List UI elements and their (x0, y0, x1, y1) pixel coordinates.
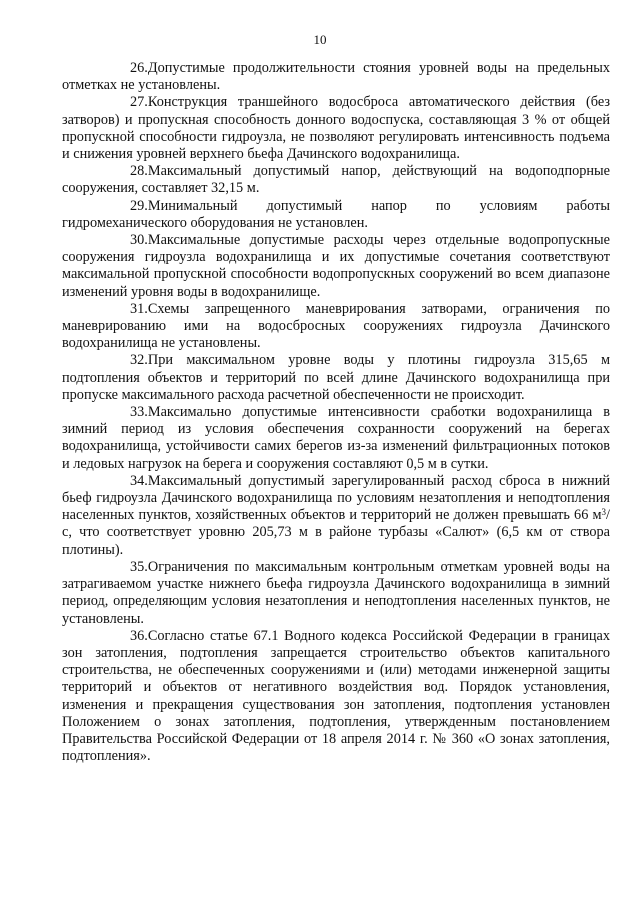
paragraph-34 (62, 473, 610, 559)
paragraph-number: 26. (130, 60, 148, 76)
paragraph-text: Максимальные допустимые расходы через отдельные водопропускные сооружения гидроузла водохранилища и их допустимые сочетания соответствуют максимальной пропускной способности водопропускных сооружений во всем диапазоне изменений уровня воды в водохранилище. (62, 232, 610, 300)
paragraph-text: Согласно статье 67.1 Водного кодекса Российской Федерации в границах зон затопления, подтопления запрещается строительство объектов капитального строительства, не обеспеченных сооружениями и (или) методами инженерной защиты территорий и объектов от негативного воздействия вод. Порядок установления, изменения и прекращения существования зон затопления, подтопления установлен Положением о зонах затопления, подтопления, утвержденным постановлением Правительства Российской Федерации от 18 апреля 2014 г. № 360 «О зонах затопления, подтопления». (62, 627, 610, 765)
paragraph-number: 32. (130, 352, 148, 369)
paragraph-text: Ограничения по максимальным контрольным отметкам уровней воды на затрагиваемом участке нижнего бьефа гидроузла Дачинского водохранилища в зимний период, определяющим условия незатопления и неподтопления населенных пунктов, не установлены. (62, 558, 610, 627)
paragraph-number: 33. (130, 404, 148, 421)
paragraph-29 (62, 198, 610, 232)
paragraph-text: Допустимые продолжительности стояния уровней воды на предельных отметках не установлены. (62, 60, 610, 94)
paragraph-26 (62, 60, 610, 94)
paragraph-33 (62, 404, 610, 473)
paragraph-number: 35. (130, 558, 148, 575)
paragraph-text: Минимальный допустимый напор по условиям работы гидромеханического оборудования не установлен. (62, 197, 610, 231)
paragraph-31 (62, 301, 610, 353)
paragraph-text: Максимальный допустимый напор, действующий на водоподпорные сооружения, составляет 32,15 м. (62, 163, 610, 197)
superscript: 3 (601, 507, 607, 518)
paragraph-text: Максимальный допустимый зарегулированный расход сброса в нижний бьеф гидроузла Дачинского водохранилища по условиям незатопления и неподтопления населенных пунктов, хозяйственных объектов и территорий не должен превышать 66 м (62, 472, 610, 524)
paragraph-text: /с, что соответствует уровню 205,73 м в районе турбазы «Салют» (6,5 км от створа плотины). (62, 507, 610, 558)
paragraph-30 (62, 232, 610, 301)
paragraph-text: Максимально допустимые интенсивности сработки водохранилища в зимний период из условия обеспечения сохранности сооружений на берегах водохранилища, устойчивости самих берегов из-за изменений фильтрационных потоков и ледовых нагрузок на берега и сооружения составляют 0,5 м в сутки. (62, 404, 610, 472)
paragraph-number: 29. (130, 197, 148, 214)
paragraph-number: 34. (130, 472, 148, 489)
paragraph-35 (62, 559, 610, 628)
paragraph-27 (62, 94, 610, 163)
paragraph-text: Конструкция траншейного водосброса автоматического действия (без затворов) и пропускная способность донного водоспуска, составляющая 3 % от общей пропускной способности гидроузла, не позволяют регулировать интенсивность подъема и снижения уровней верхнего бьефа Дачинского водохранилища. (62, 94, 610, 163)
paragraph-number: 30. (130, 232, 148, 249)
paragraph-28 (62, 163, 610, 197)
paragraph-number: 28. (130, 163, 148, 180)
page-number: 10 (313, 32, 327, 47)
paragraph-text: Схемы запрещенного маневрирования затворами, ограничения по маневрированию ими на водосбросных сооружениях гидроузла Дачинского водохранилища не установлены. (62, 300, 610, 352)
paragraph-number: 36. (130, 627, 148, 644)
paragraph-text: При максимальном уровне воды у плотины гидроузла 315,65 м подтопления объектов и территорий по всей длине Дачинского водохранилища при пропуске максимального расхода расчетной обеспеченности не происходит. (62, 352, 610, 403)
paragraph-number: 27. (130, 94, 148, 111)
paragraph-number: 31. (130, 300, 148, 317)
document-body (62, 60, 610, 765)
paragraph-36 (62, 628, 610, 766)
paragraph-32 (62, 352, 610, 404)
